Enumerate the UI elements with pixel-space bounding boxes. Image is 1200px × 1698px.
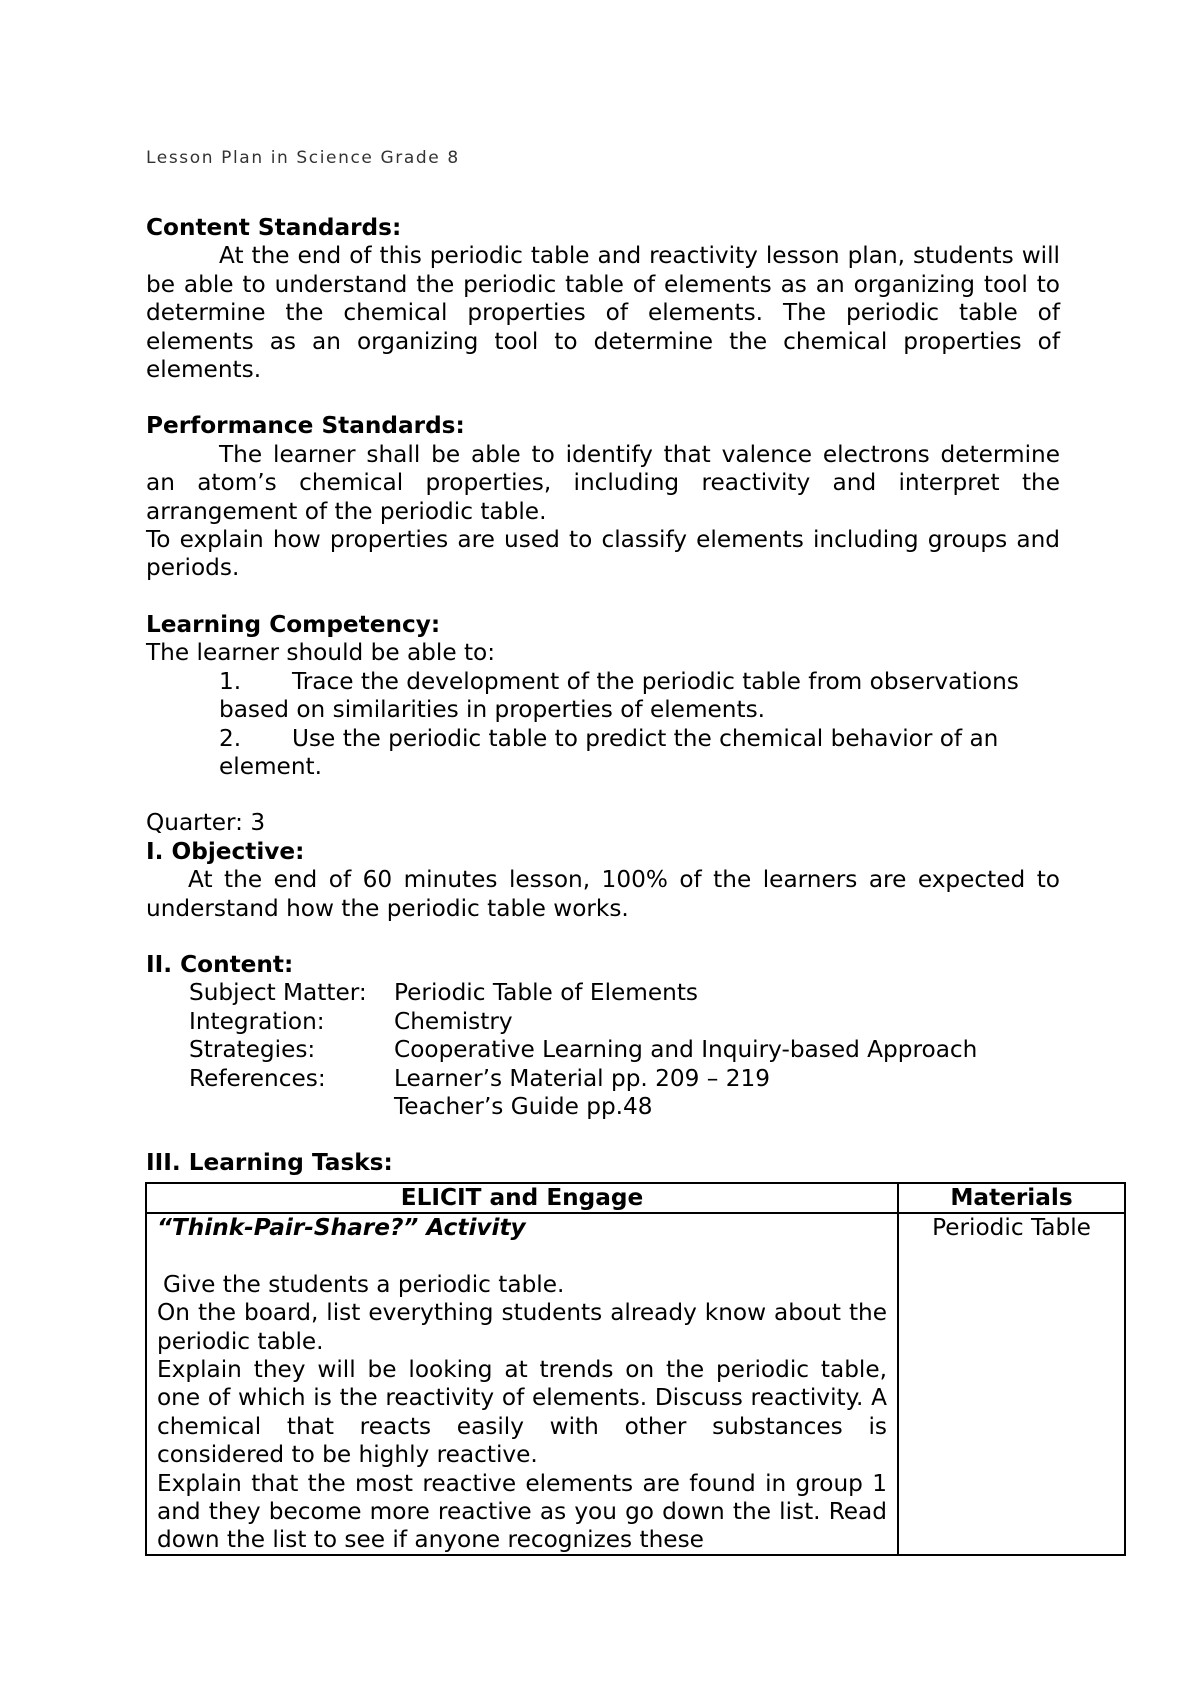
- table-row: [146, 1213, 1125, 1555]
- content-row: [146, 1008, 1060, 1036]
- competency-item: [219, 668, 1060, 725]
- content-row: [146, 1036, 1060, 1064]
- content-label: [146, 1093, 394, 1121]
- performance-standards-heading: Performance Standards:: [146, 412, 465, 440]
- competency-number: 2.: [219, 724, 242, 752]
- content-label: References:: [189, 1064, 326, 1092]
- objective-text: At the end of 60 minutes lesson, 100% of the learners are expected to understand how the periodic table works.: [146, 866, 1060, 922]
- activity-line: Give the students a periodic table.: [163, 1270, 565, 1298]
- competency-number: 1.: [219, 667, 242, 695]
- competency-item: [219, 725, 1060, 782]
- activity-title: “Think-Pair-Share?” Activity: [157, 1214, 526, 1242]
- content-label: Integration:: [189, 1007, 325, 1035]
- table-header-elicit: ELICIT and Engage: [146, 1183, 898, 1213]
- activity-line: Explain that the most reactive elements are found in group 1 and they become more reactive as you go down the list. Read down the list to see if anyone recognizes these: [157, 1469, 887, 1554]
- competency-text-cont: element.: [219, 752, 322, 780]
- content-value: Periodic Table of Elements: [394, 979, 698, 1007]
- activity-line: On the board, list everything students already know about the periodic table.: [157, 1299, 887, 1355]
- content-standards-text: At the end of this periodic table and reactivity lesson plan, students will be able to understand the periodic table of elements as an organizing tool to determine the chemical properties of elements. The periodic table of elements as an organizing tool to determine the chemical properties of elements.: [146, 242, 1060, 384]
- activity-cell: [146, 1213, 898, 1555]
- content-value: Chemistry: [394, 1007, 513, 1035]
- learning-tasks-table: [145, 1182, 1126, 1556]
- content-row: [146, 1093, 1060, 1121]
- document-body: [146, 214, 1060, 1178]
- objective-heading: I. Objective:: [146, 837, 305, 865]
- performance-standards-text-2: To explain how properties are used to classify elements including groups and periods.: [146, 526, 1060, 582]
- learning-competency-intro: The learner should be able to:: [146, 639, 496, 667]
- content-standards-heading: Content Standards:: [146, 214, 402, 241]
- table-header-materials: Materials: [898, 1183, 1125, 1213]
- performance-standards-text-1: The learner shall be able to identify that valence electrons determine an atom’s chemical properties, including reactivity and interpret the arrangement of the periodic table.: [146, 440, 1060, 525]
- content-heading: II. Content:: [146, 950, 294, 978]
- content-row: [146, 1065, 1060, 1093]
- content-label: Strategies:: [189, 1036, 316, 1064]
- quarter: Quarter: 3: [146, 809, 266, 837]
- competency-list: [146, 668, 1060, 782]
- materials-cell: Periodic Table: [898, 1213, 1125, 1555]
- competency-text-cont: based on similarities in properties of elements.: [219, 696, 766, 724]
- document-header: Lesson Plan in Science Grade 8: [146, 148, 460, 168]
- competency-text: Trace the development of the periodic table from observations: [292, 667, 1019, 695]
- content-value: Cooperative Learning and Inquiry-based Approach: [394, 1036, 978, 1064]
- competency-text: Use the periodic table to predict the chemical behavior of an: [292, 724, 999, 752]
- activity-line: Explain they will be looking at trends on the periodic table, one of which is the reactivity of elements. Discuss reactivity. A chemical that reacts easily with other substances is considered to be highly reactive.: [157, 1356, 887, 1469]
- learning-tasks-heading: III. Learning Tasks:: [146, 1149, 393, 1177]
- content-value: Learner’s Material pp. 209 – 219: [394, 1064, 771, 1092]
- table-header-row: [146, 1183, 1125, 1213]
- content-row: [146, 979, 1060, 1007]
- content-label: Subject Matter:: [189, 979, 367, 1007]
- learning-competency-heading: Learning Competency:: [146, 610, 441, 638]
- content-value: Teacher’s Guide pp.48: [394, 1092, 653, 1120]
